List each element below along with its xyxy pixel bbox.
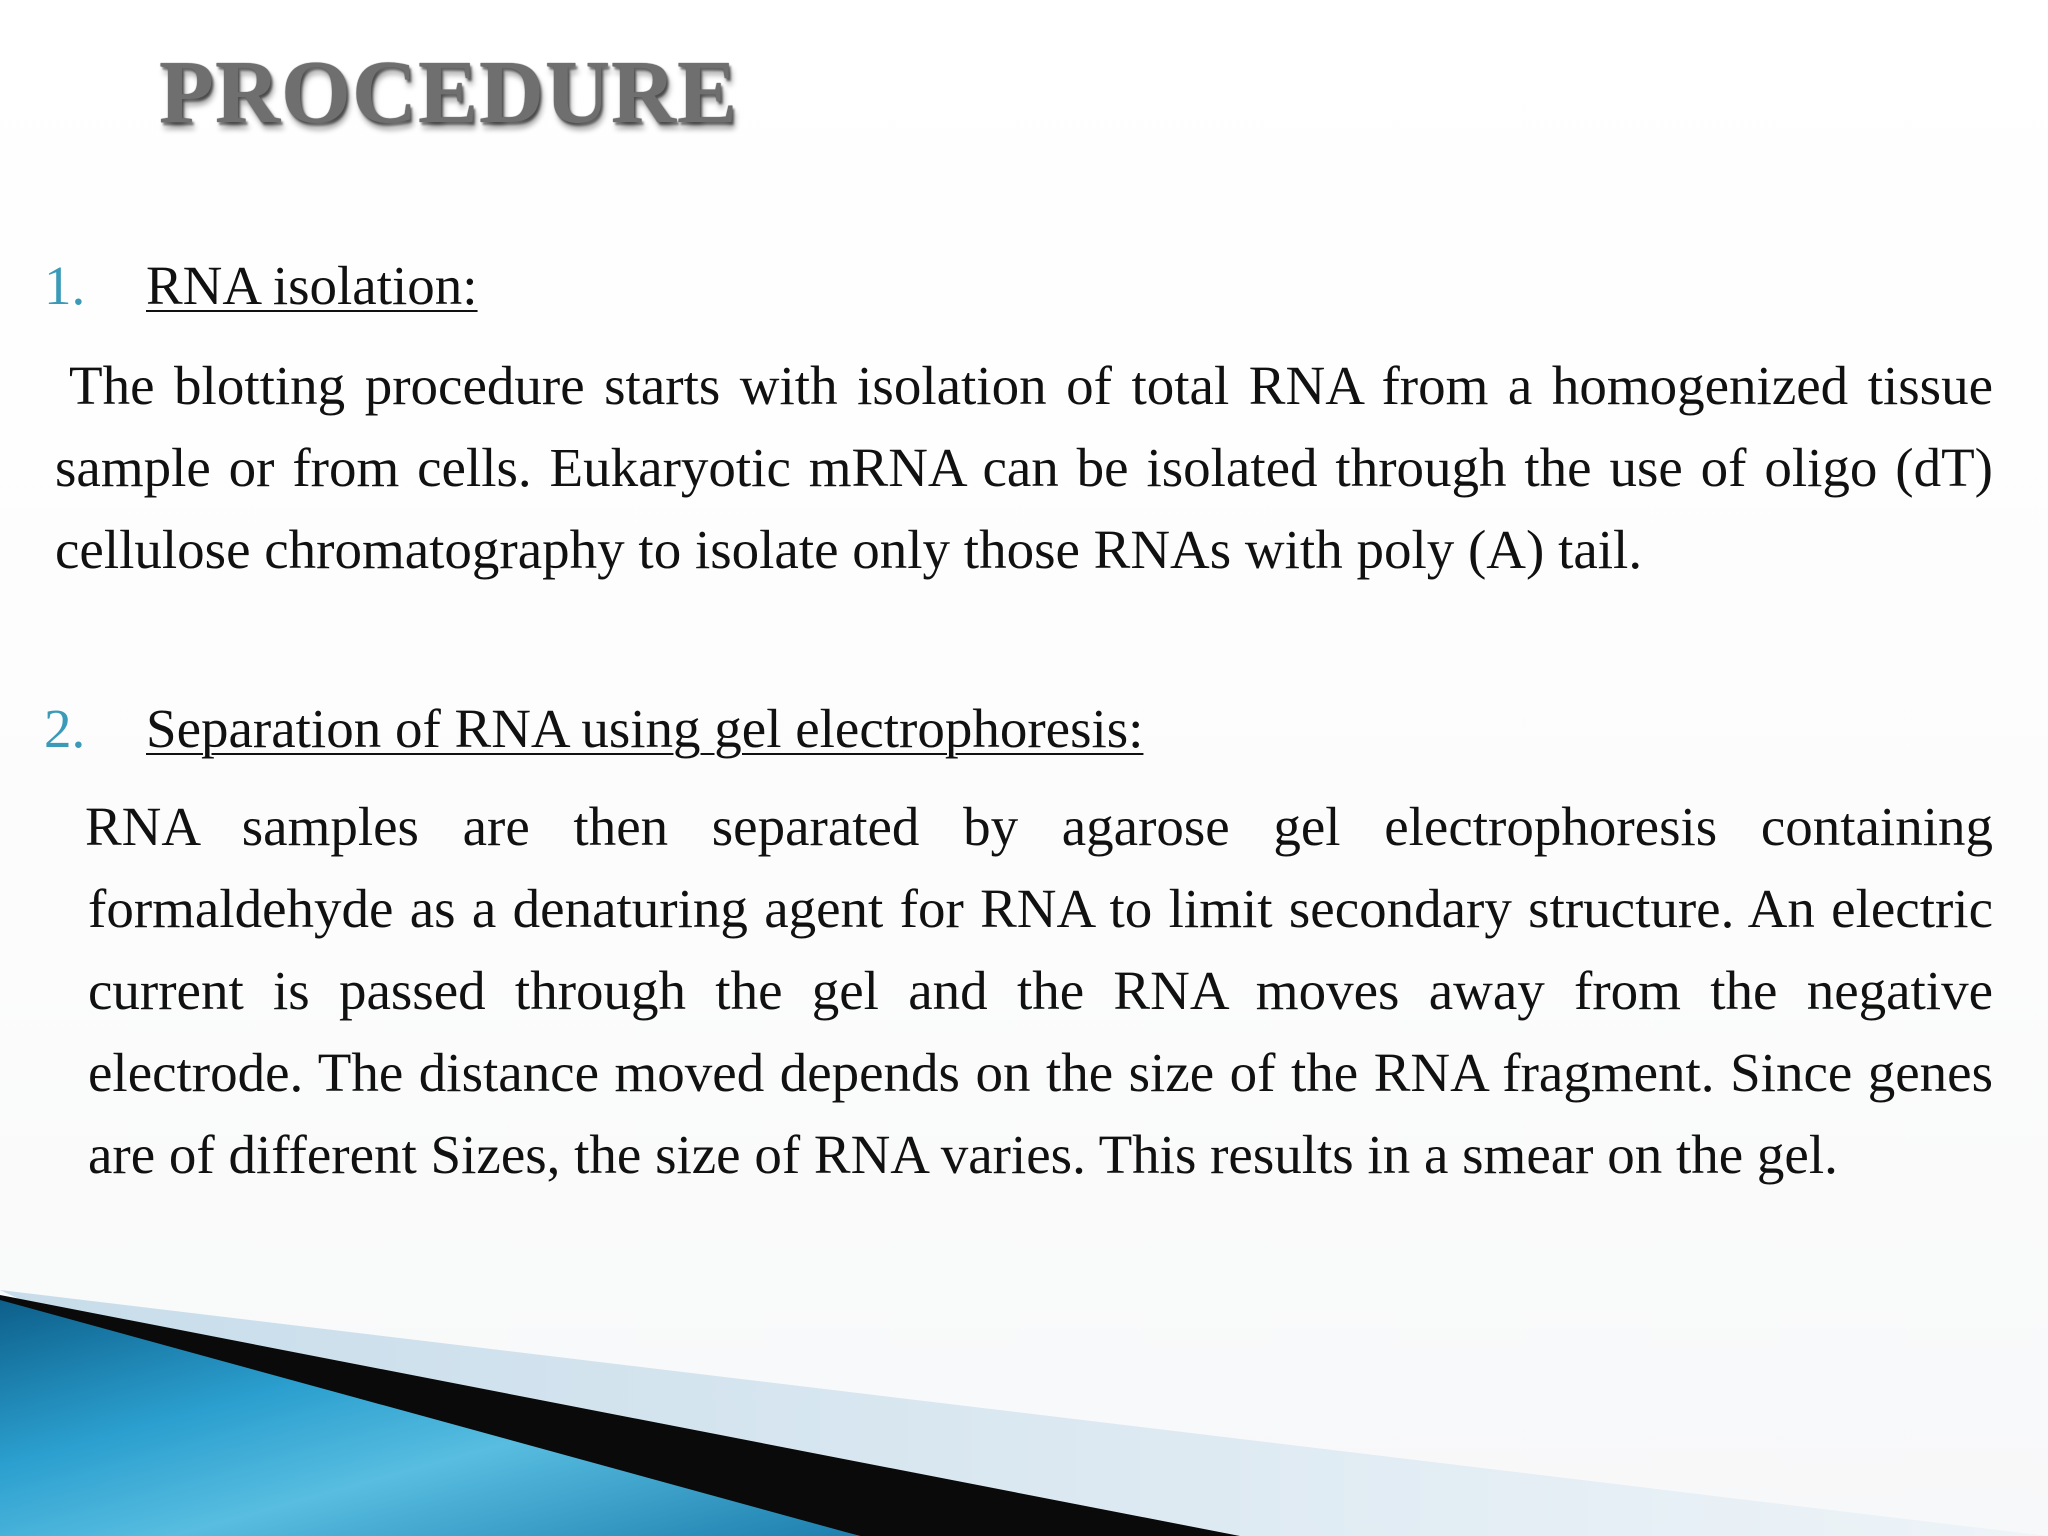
section-paragraph: RNA samples are then separated by agarose gel electrophoresis containing formaldehyde as a denaturing agent for RNA to limit secondary structure. An electric current is passed through the gel and the RNA moves away from the negative electrode. The distance moved depends on the size of the RNA fragment. Since genes are of different Sizes, the size of RNA varies. This results in a smear on the gel.	[85, 796, 1993, 1185]
section-paragraph: The blotting procedure starts with isolation of total RNA from a homogenized tissue sample or from cells. Eukaryotic mRNA can be isolated through the use of oligo (dT) cellulose chromatography to isolate only those RNAs with poly (A) tail.	[55, 355, 1993, 580]
section-heading: Separation of RNA using gel electrophoresis:	[146, 698, 1144, 759]
section-heading: RNA isolation:	[146, 255, 478, 316]
list-item-2-header	[44, 697, 1143, 760]
black-wedge	[0, 1295, 1240, 1536]
list-number: 2.	[44, 698, 86, 759]
blue-wedge	[0, 1300, 860, 1536]
slide-title: PROCEDURE	[159, 43, 739, 142]
list-item-1-header	[44, 254, 478, 317]
light-wedge	[0, 1290, 2048, 1536]
list-number: 1.	[44, 255, 86, 316]
